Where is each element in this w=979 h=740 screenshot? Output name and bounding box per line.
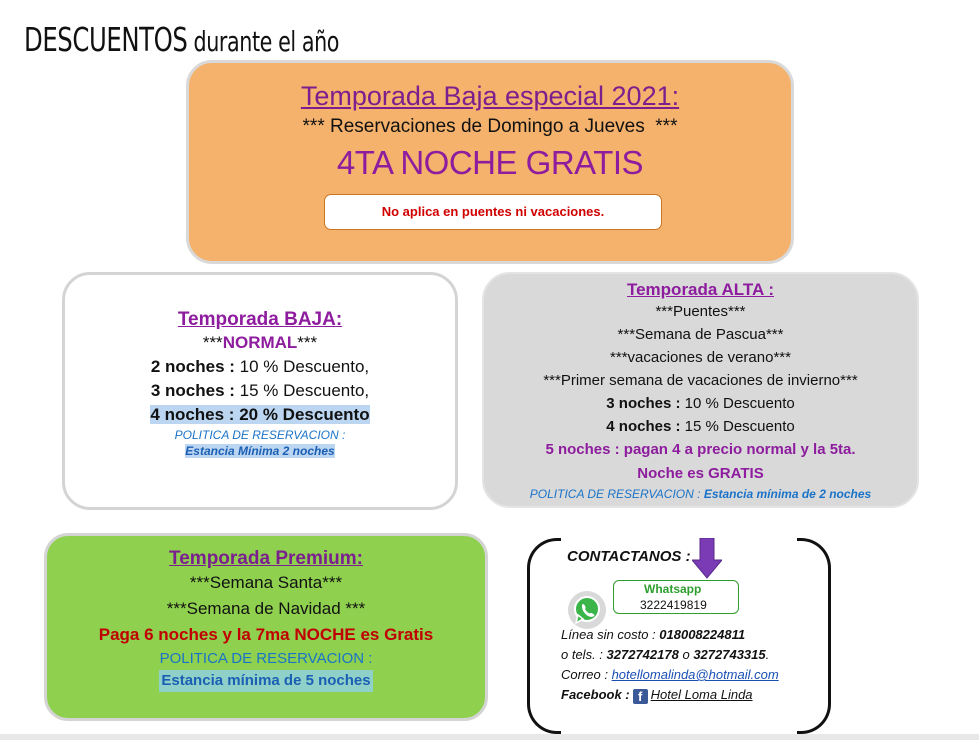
- premium-period: ***Semana de Navidad ***: [166, 599, 366, 618]
- tel-1: 3272742178: [606, 647, 679, 662]
- whatsapp-label: Whatsapp: [644, 582, 702, 596]
- policy-label: POLITICA DE RESERVACION :: [529, 487, 704, 501]
- high-season-period: ***vacaciones de verano***: [610, 349, 791, 366]
- premium-policy-label: POLITICA DE RESERVACION :: [159, 650, 373, 667]
- down-arrow-icon: [692, 538, 722, 580]
- right-bracket: [797, 538, 831, 734]
- high-season-row: [484, 415, 917, 438]
- special-promo: 4TA NOCHE GRATIS: [336, 144, 644, 181]
- high-season-period: ***Primer semana de vacaciones de invierno***: [543, 372, 858, 389]
- row-nights: 3 noches :: [606, 395, 681, 412]
- policy-value-text: Estancia Mínima 2 noches: [185, 444, 335, 458]
- policy-value: Estancia mínima de 2 noches: [703, 487, 872, 501]
- tollfree-line: [561, 627, 745, 642]
- whatsapp-box[interactable]: [613, 580, 739, 614]
- high-season-period: ***Semana de Pascua***: [617, 326, 784, 343]
- high-season-row: [484, 392, 917, 415]
- facebook-page-link[interactable]: Hotel Loma Linda: [650, 687, 753, 702]
- normal-label: NORMAL: [222, 333, 298, 352]
- premium-heading: Temporada Premium:: [169, 548, 363, 569]
- whatsapp-number: 3222419819: [640, 598, 707, 612]
- premium-season-card: [44, 533, 488, 721]
- high-season-card: [482, 272, 919, 508]
- premium-period: ***Semana Santa***: [189, 573, 343, 592]
- phones-line: [561, 647, 769, 662]
- row-discount: 10 % Descuento: [680, 395, 795, 412]
- row-nights: 3 noches :: [150, 381, 235, 400]
- email-link[interactable]: hotellomalinda@hotmail.com: [611, 667, 779, 682]
- special-heading: Temporada Baja especial 2021:: [300, 81, 680, 111]
- normal-suffix: ***: [297, 333, 318, 352]
- high-season-offer-line2: Noche es GRATIS: [637, 465, 764, 482]
- low-season-row: [65, 355, 455, 379]
- low-season-row: [65, 403, 455, 427]
- left-bracket: [527, 538, 561, 734]
- email-line: [561, 667, 779, 682]
- row-discount: 20 % Descuento: [234, 405, 370, 424]
- premium-policy-value: Estancia mínima de 5 noches: [159, 670, 372, 692]
- high-season-policy: [484, 486, 917, 502]
- email-label: Correo :: [561, 667, 612, 682]
- special-subheading: *** Reservaciones de Domingo a Jueves ***: [302, 116, 678, 137]
- low-season-policy-label: POLITICA DE RESERVACION :: [174, 428, 346, 442]
- facebook-label: Facebook :: [561, 687, 630, 702]
- row-discount: 15 % Descuento,: [234, 381, 370, 400]
- contact-title: CONTACTANOS :: [567, 548, 691, 565]
- page-title: [24, 20, 339, 59]
- high-season-offer-line1: 5 noches : pagan 4 a precio normal y la 5ta.: [545, 441, 856, 458]
- low-season-heading: Temporada BAJA:: [177, 309, 343, 330]
- row-nights: 4 noches :: [606, 418, 681, 435]
- facebook-icon[interactable]: f: [633, 689, 648, 704]
- tollfree-label: Línea sin costo :: [561, 627, 660, 642]
- row-discount: 10 % Descuento,: [234, 357, 370, 376]
- low-season-normal: [65, 331, 455, 355]
- low-season-card: [62, 272, 458, 510]
- high-season-period: ***Puentes***: [655, 303, 746, 320]
- facebook-line: [561, 687, 753, 704]
- normal-prefix: ***: [202, 333, 223, 352]
- row-nights: 4 noches :: [150, 405, 235, 424]
- page-title-main: DESCUENTOS: [24, 20, 188, 59]
- row-nights: 2 noches :: [150, 357, 235, 376]
- bottom-bar: [0, 734, 979, 740]
- page-title-rest: durante el año: [187, 25, 340, 58]
- whatsapp-icon[interactable]: [567, 590, 607, 630]
- high-season-heading: Temporada ALTA :: [626, 280, 774, 299]
- contact-section: [527, 538, 831, 734]
- tollfree-number: 018008224811: [659, 627, 746, 642]
- low-season-row: [65, 379, 455, 403]
- special-season-card: [186, 60, 794, 264]
- special-note: No aplica en puentes ni vacaciones.: [324, 194, 662, 230]
- low-season-policy-value: [65, 443, 455, 459]
- tels-end: .: [765, 647, 770, 662]
- tels-or: o: [678, 647, 694, 662]
- row-discount: 15 % Descuento: [680, 418, 795, 435]
- tels-label: o tels. :: [561, 647, 607, 662]
- tel-2: 3272743315: [693, 647, 766, 662]
- premium-offer: Paga 6 noches y la 7ma NOCHE es Gratis: [98, 625, 434, 644]
